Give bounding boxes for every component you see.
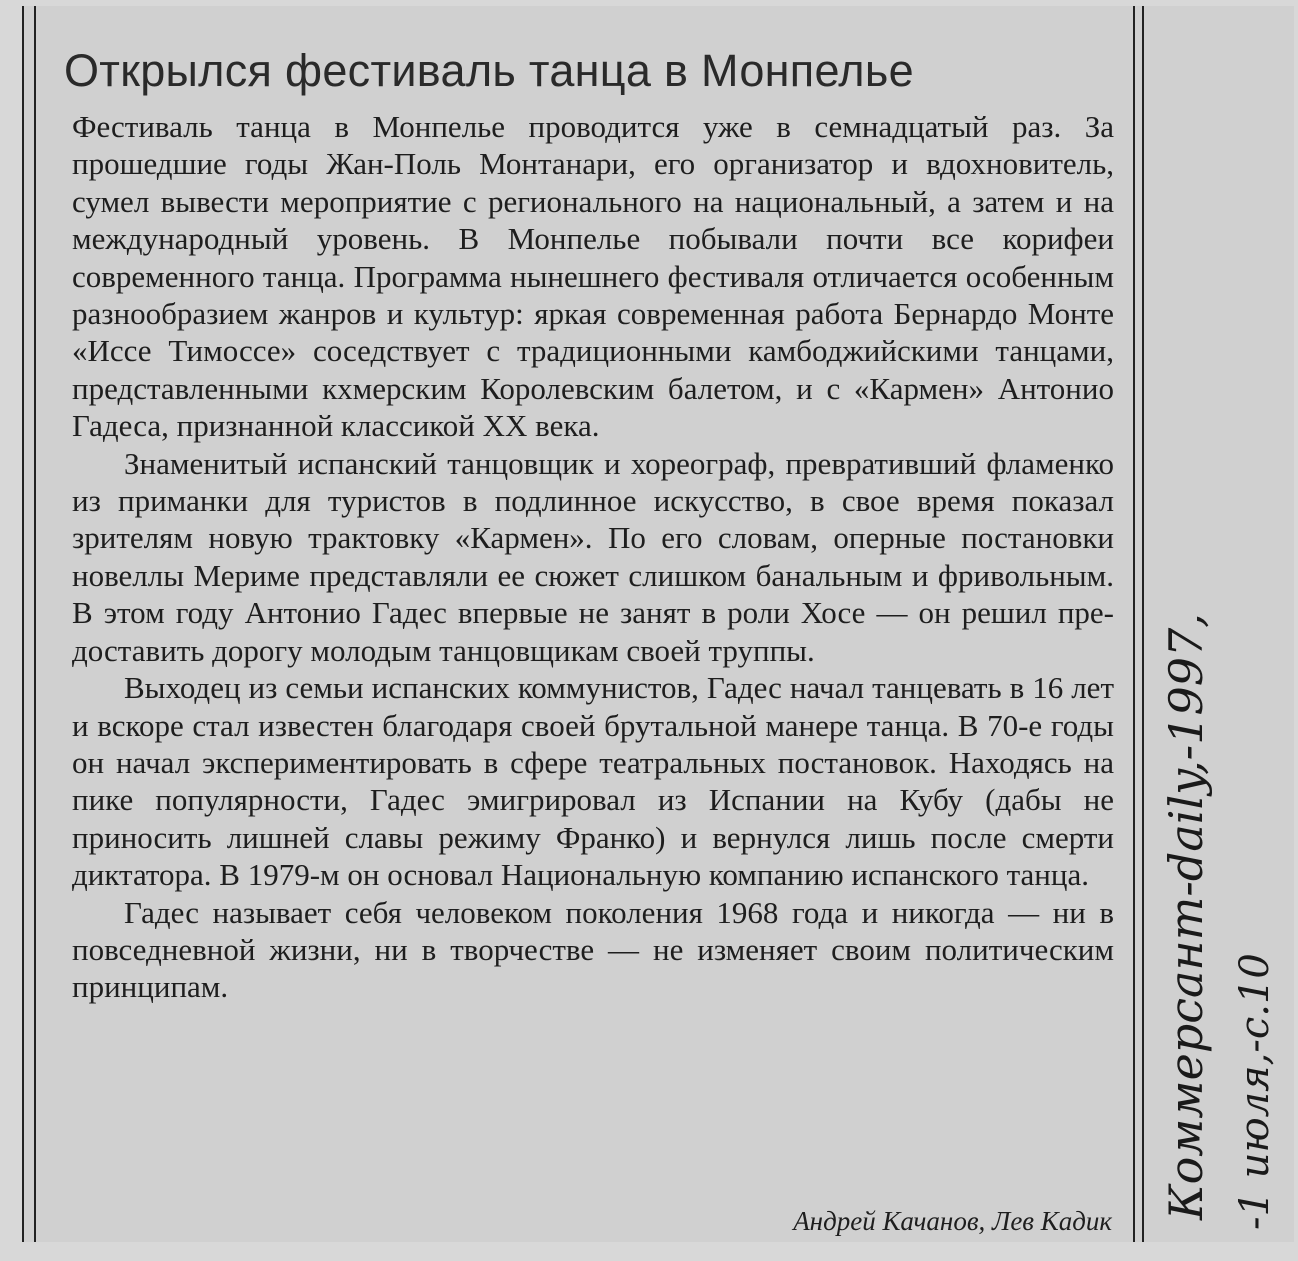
- handwritten-note-line-2: -1 июля,-с.10: [1232, 953, 1278, 1230]
- handwritten-source-note: [1150, 40, 1298, 1250]
- handwritten-note-line-1: Коммерсант-daily,-1997,: [1159, 613, 1213, 1220]
- article-headline: Открылся фестиваль танца в Монпелье: [64, 45, 914, 96]
- article-byline: Андрей Качанов, Лев Кадик: [793, 1206, 1112, 1236]
- article-body: [72, 108, 1114, 1006]
- left-border-rule-inner: [34, 6, 36, 1242]
- article-paragraph-4: Гадес называет себя человеком поколения 1968 года и никогда — ни в повседневной жизни, ни в творчестве — не изменяет своим политическим принципам.: [72, 894, 1114, 1005]
- article-paragraph-1: Фестиваль танца в Монпелье проводится уже в семнадцатый раз. За прошедшие годы Жан-Поль Монтанари, его организатор и вдохновитель, сумел вывести мероприятие с регионального на национальный, а затем и на международный уровень. В Монпелье побывали почти все корифеи современного танца. Программа нынешнего фестиваля отличается особенным разнообразием жанров и культур: яркая современная работа Бернардо Монте «Иссе Тимоссе» соседствует с традиционными камбоджийскими танцами, представленными кхмерским Королевским балетом, и с «Кармен» Антонио Гадеса, признанной классикой XX века.: [72, 109, 1114, 444]
- left-border-rule: [22, 6, 24, 1242]
- article-paragraph-2: Знаменитый испанский танцовщик и хореограф, превративший фламенко из приманки для туристов в подлинное искусство, в свое время показал зрителям новую трактовку «Кармен». По его словам, оперные постановки новеллы Мериме представляли ее сюжет слишком банальным и фривольным. В этом году Антонио Гадес впервые не занят в роли Хосе — он решил предоставить дорогу молодым танцовщикам своей труппы.: [72, 445, 1114, 668]
- article-paragraph-3: Выходец из семьи испанских коммунистов, Гадес начал танцевать в 16 лет и вскоре стал известен благодаря своей брутальной манере танца. В 70-е годы он начал экспериментировать в сфере театральных постановок. Находясь на пике популярности, Гадес эмигрировал из Испании на Кубу (дабы не приносить лишней славы режиму Франко) и вернулся лишь после смерти диктатора. В 1979-м он основал Национальную компанию испанского танца.: [72, 670, 1114, 893]
- right-border-rule: [1142, 6, 1144, 1242]
- right-border-rule-inner: [1133, 6, 1135, 1242]
